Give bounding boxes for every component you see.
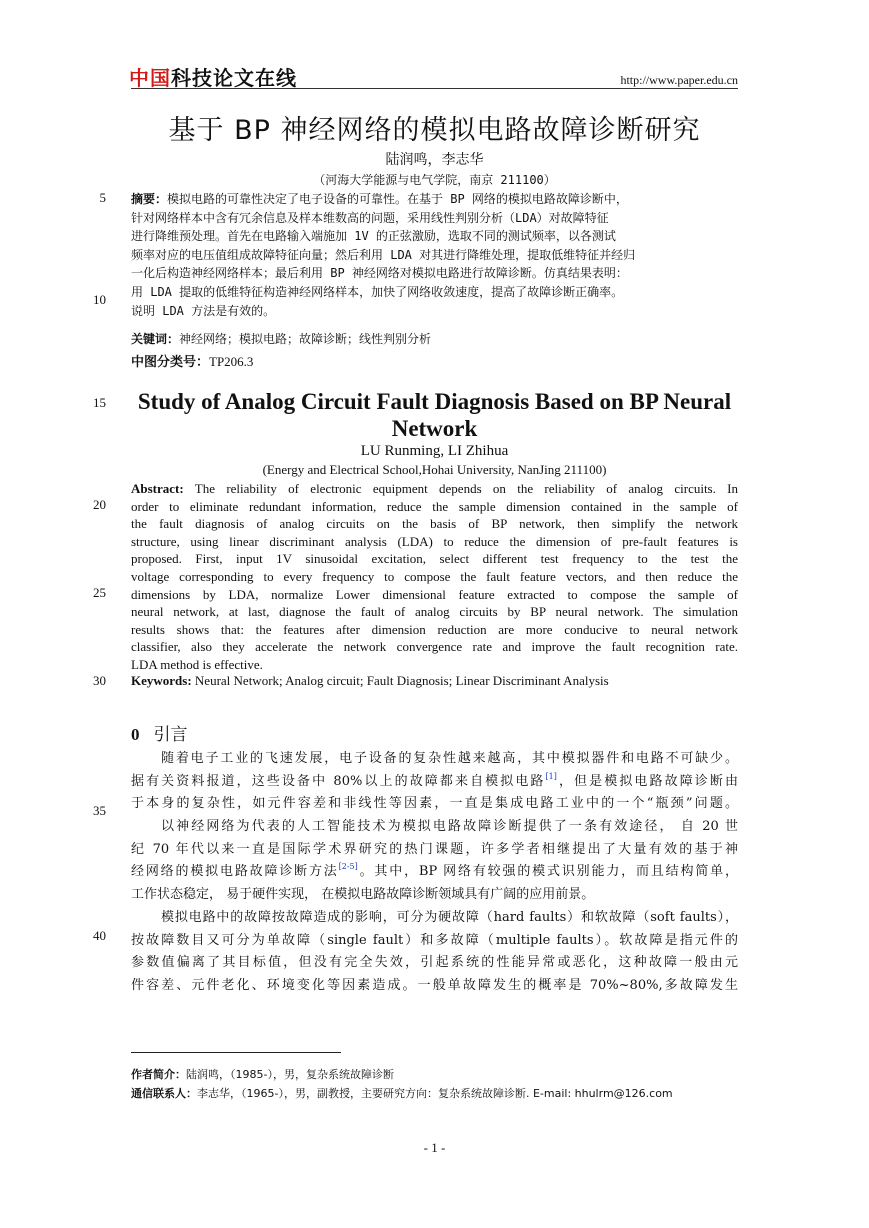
footnote-contact-text: 李志华，（1965-），男，副教授，主要研究方向：复杂系统故障诊断. E-mail: hhulrm@126.com bbox=[197, 1087, 673, 1100]
section-title: 引言 bbox=[153, 725, 188, 745]
abstract-cn-line: 针对网络样本中含有冗余信息及样本维数高的问题，采用线性判别分析（LDA）对故障特征 bbox=[131, 210, 609, 225]
abstract-en-line: order to eliminate redundant information, reduce the sample dimension contained in the sample of bbox=[131, 498, 738, 514]
abstract-en-line: neural network, at last, diagnose the fault of analog circuits by BP neural network. The simulation bbox=[131, 604, 738, 620]
keywords-en-text: Neural Network; Analog circuit; Fault Diagnosis; Linear Discriminant Analysis bbox=[194, 673, 609, 688]
header-divider bbox=[131, 88, 738, 89]
classification-label: 中图分类号： bbox=[131, 355, 210, 370]
footnote-contact-label: 通信联系人： bbox=[131, 1087, 197, 1100]
abstract-en-line: classifier, also they accelerate the network convergence rate and improve the fault recognition rate. bbox=[131, 639, 738, 655]
section-heading bbox=[131, 720, 188, 745]
keywords-cn-text: 神经网络；模拟电路；故障诊断；线性判别分析 bbox=[179, 332, 432, 346]
keywords-en-label: Keywords: bbox=[131, 673, 192, 688]
line-number: 20 bbox=[93, 497, 106, 512]
line-number: 40 bbox=[93, 928, 106, 943]
citation-link[interactable]: [2-5] bbox=[338, 862, 358, 872]
abstract-en-line: The reliability of electronic equipment depends on the reliability of analog circuits. In bbox=[194, 481, 739, 496]
body-line: 按故障数目又可分为单故障（single fault）和多故障（multiple faults）。软故障是指元件的 bbox=[131, 932, 738, 948]
abstract-en-line: structure, using linear discriminant analysis (LDA) to reduce the dimension of pre-fault features is bbox=[131, 533, 738, 549]
line-number: 30 bbox=[93, 673, 106, 688]
line-number: 5 bbox=[99, 190, 106, 205]
body-line: 于本身的复杂性，如元件容差和非线性等因素，一直是集成电路工业中的一个“瓶颈”问题。 bbox=[131, 796, 738, 812]
abstract-cn-line: 说明 LDA 方法是有效的。 bbox=[131, 303, 276, 318]
abstract-cn-line: 用 LDA 提取的低维特征构造神经网络样本，加快了网络收敛速度，提高了故障诊断正确率。 bbox=[131, 284, 624, 299]
abstract-en-line: the fault diagnosis of analog circuits on the basis of BP network, then simplify the network bbox=[131, 516, 738, 532]
site-url[interactable]: http://www.paper.edu.cn bbox=[620, 73, 738, 87]
authors-cn: 陆润鸣，李志华 bbox=[385, 152, 484, 168]
classification-number bbox=[131, 351, 253, 370]
body-line: 经网络的模拟电路故障诊断方法[2-5]。其中，BP 网络有较强的模式识别能力，而且结构简单， bbox=[131, 862, 738, 880]
abstract-en-label: Abstract: bbox=[131, 481, 184, 496]
keywords-cn-label: 关键词： bbox=[131, 332, 180, 346]
abstract-en-line: proposed. First, input 1V sinusoidal excitation, select different test frequency to the test the bbox=[131, 551, 738, 567]
logo-black-text: 科技论文在线 bbox=[171, 66, 297, 90]
site-logo[interactable] bbox=[129, 62, 297, 91]
footnote-author-label: 作者简介： bbox=[131, 1068, 186, 1081]
line-number: 25 bbox=[93, 585, 106, 600]
abstract-en bbox=[131, 480, 738, 674]
abstract-cn-line: 模拟电路的可靠性决定了电子设备的可靠性。在基于 BP 网络的模拟电路故障诊断中， bbox=[167, 192, 628, 206]
footnote-divider bbox=[131, 1052, 341, 1053]
body-line: 参数值偏离了其目标值，但没有完全失效，引起系统的性能异常或恶化，这种故障一般由元 bbox=[131, 955, 738, 971]
abstract-cn-line: 进行降维预处理。首先在电路输入端施加 1V 的正弦激励，选取不同的测试频率，以各测试 bbox=[131, 229, 616, 244]
authors-en: LU Runming, LI Zhihua bbox=[360, 443, 509, 459]
section-number: 0 bbox=[131, 725, 140, 744]
line-number: 15 bbox=[93, 395, 106, 410]
body-line: 随着电子工业的飞速发展，电子设备的复杂性越来越高，其中模拟器件和电路不可缺少。 bbox=[161, 751, 738, 766]
body-line: 据有关资料报道，这些设备中 80%以上的故障都来自模拟电路[1]，但是模拟电路故障诊断由 bbox=[131, 771, 738, 789]
keywords-en bbox=[131, 673, 609, 689]
footnote-author-text: 陆润鸣，（1985-），男，复杂系统故障诊断 bbox=[186, 1068, 394, 1081]
abstract-cn-line: 频率对应的电压值组成故障特征向量；然后利用 LDA 对其进行降维处理，提取低维特征并经归 bbox=[131, 247, 636, 262]
body-line: 模拟电路中的故障按故障造成的影响，可分为硬故障（hard faults）和软故障（soft faults）， bbox=[161, 909, 738, 925]
body-line: 件容差、元件老化、环境变化等因素造成。一般单故障发生的概率是 70%~80%,多故障发生 bbox=[131, 977, 738, 993]
body-line: 工作状态稳定， 易于硬件实现， 在模拟电路故障诊断领域具有广阔的应用前景。 bbox=[131, 887, 595, 903]
abstract-en-line: dimensions by LDA, normalize Lower dimensional feature extracted to compose the sample of bbox=[131, 586, 738, 602]
line-number: 35 bbox=[93, 803, 106, 818]
title-en-line: Network bbox=[391, 416, 478, 441]
footnote-author bbox=[131, 1066, 394, 1082]
abstract-cn bbox=[131, 190, 743, 320]
page-number: - 1 - bbox=[423, 1140, 446, 1155]
footnote-contact bbox=[131, 1085, 673, 1101]
abstract-cn-label: 摘要： bbox=[131, 192, 168, 206]
body-line: 以神经网络为代表的人工智能技术为模拟电路故障诊断提供了一条有效途径， 自 20 世 bbox=[161, 819, 738, 835]
introduction-body bbox=[131, 748, 738, 998]
logo-red-text: 中国 bbox=[129, 66, 171, 90]
paper-title-en bbox=[131, 388, 738, 442]
affiliation-en: (Energy and Electrical School,Hohai University, NanJing 211100) bbox=[262, 462, 607, 477]
affiliation-cn: （河海大学能源与电气学院，南京 211100） bbox=[313, 173, 556, 187]
keywords-cn bbox=[131, 330, 743, 349]
abstract-en-line: voltage corresponding to every frequency to compose the fault feature vectors, and then reduce the bbox=[131, 568, 738, 584]
citation-link[interactable]: [1] bbox=[545, 771, 557, 781]
body-line: 纪 70 年代以来一直是国际学术界研究的热门课题，许多学者相继提出了大量有效的基于神 bbox=[131, 841, 738, 857]
line-number: 10 bbox=[93, 292, 106, 307]
abstract-en-line: LDA method is effective. bbox=[131, 656, 263, 672]
paper-title-cn: 基于 BP 神经网络的模拟电路故障诊断研究 bbox=[168, 115, 701, 146]
title-en-line: Study of Analog Circuit Fault Diagnosis Based on BP Neural bbox=[137, 389, 732, 414]
abstract-en-line: results shows that: the features after dimension reduction are more conducive to neural network bbox=[131, 621, 738, 637]
classification-code: TP206.3 bbox=[209, 354, 254, 369]
abstract-cn-line: 一化后构造神经网络样本；最后利用 BP 神经网络对模拟电路进行故障诊断。仿真结果表明： bbox=[131, 266, 628, 281]
